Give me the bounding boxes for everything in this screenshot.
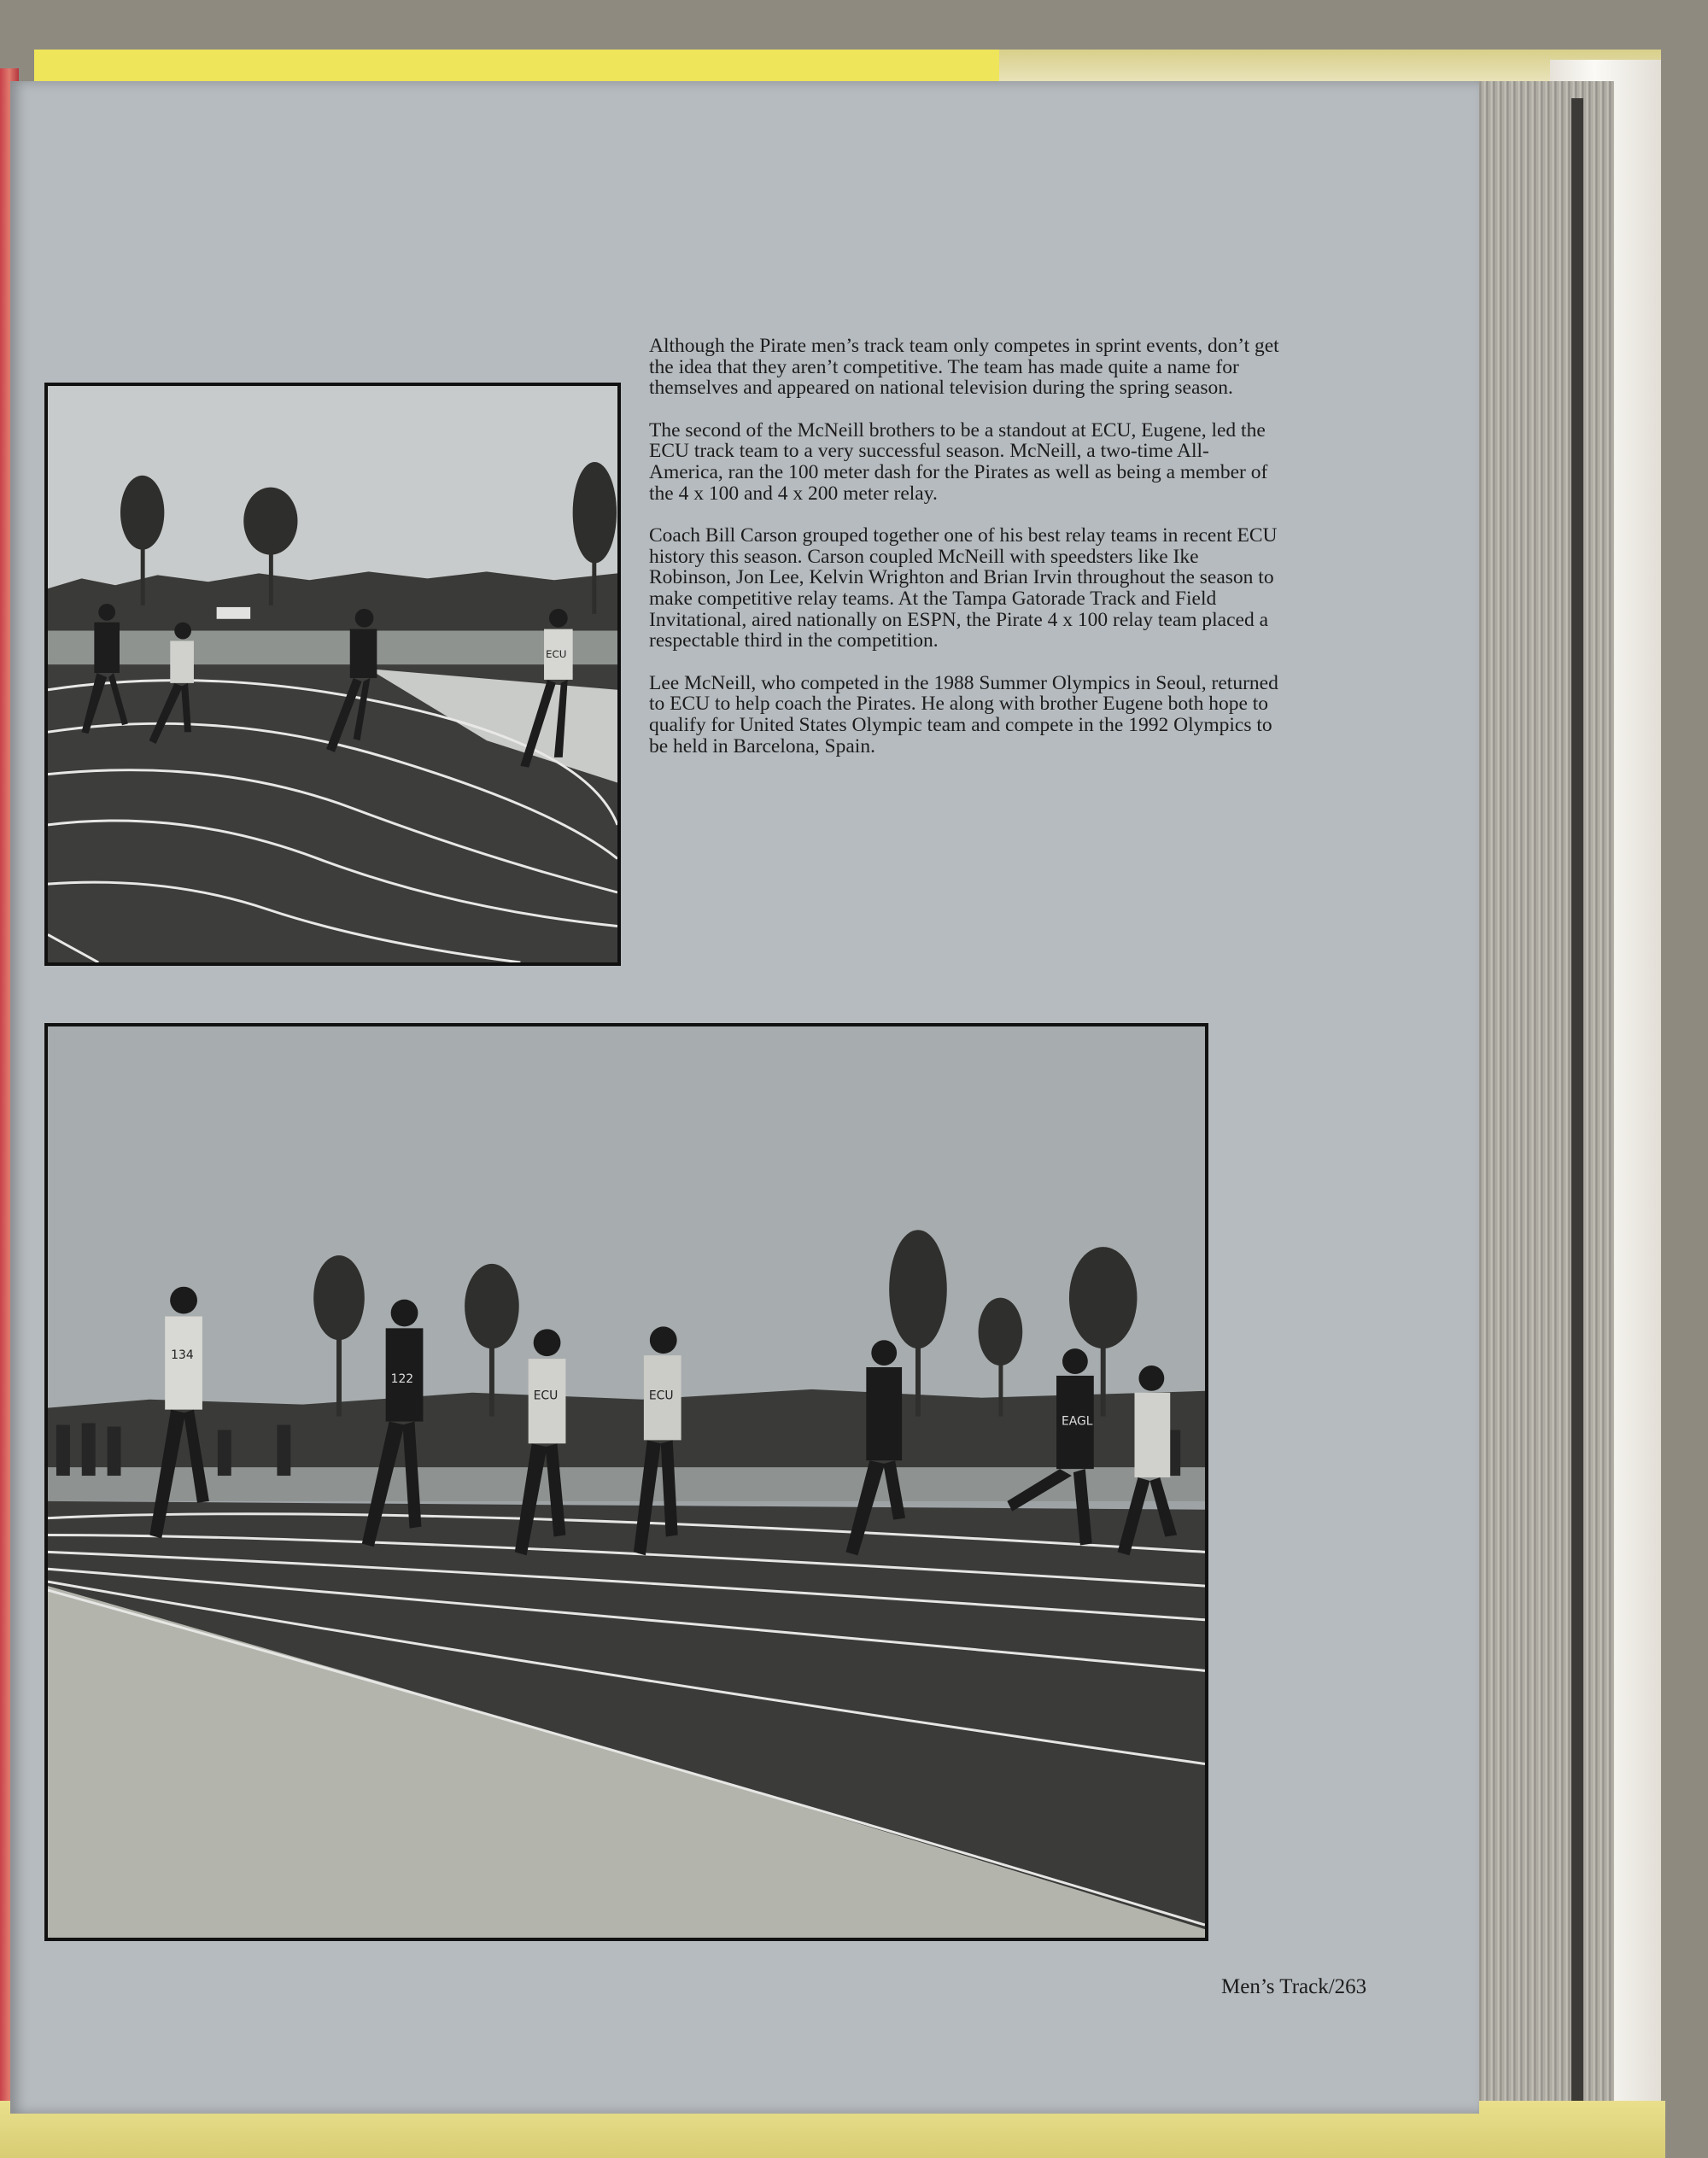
article-body — [649, 336, 1281, 778]
article-paragraph: Lee McNeill, who competed in the 1988 Summer Olympics in Seoul, returned to ECU to help coach the Pirates. He along with brother Eugene both hope to qualify for United States Olympic team and compete in the 1992 Olympics to be held in Barcelona, Spain. — [649, 671, 1278, 757]
svg-text:134: 134 — [171, 1348, 194, 1363]
photo-relay-runners — [44, 383, 621, 966]
article-paragraph: Although the Pirate men’s track team only competes in sprint events, don’t get the idea that they aren’t competitive. The team has made quite a name for themselves and appeared on national television during the spring season. — [649, 335, 1279, 400]
svg-text:122: 122 — [390, 1371, 414, 1386]
photo-sprint-finish — [44, 1023, 1208, 1941]
svg-text:EAGL: EAGL — [1061, 1414, 1093, 1429]
svg-text:ECU: ECU — [648, 1389, 674, 1403]
page-folio: Men’s Track/263 — [1221, 1975, 1367, 1998]
svg-text:ECU: ECU — [546, 648, 567, 661]
article-paragraph: The second of the McNeill brothers to be a standout at ECU, Eugene, led the ECU track team to a very successful season. McNeill, a two-time All-America, ran the 100 meter dash for the Pirates as well as being a member of the 4 x 100 and 4 x 200 meter relay. — [649, 418, 1268, 505]
svg-text:ECU: ECU — [533, 1389, 559, 1403]
article-paragraph: Coach Bill Carson grouped together one of his best relay teams in recent ECU history this season. Carson coupled McNeill with speedsters like Ike Robinson, Jon Lee, Kelvin Wrighton and Brian Irvin throughout the season to make competitive relay teams. At the Tampa Gatorade Track and Field Invitational, aired nationally on ESPN, the Pirate 4 x 100 relay team placed a respectable third in the competition. — [649, 524, 1278, 652]
page-edges — [1469, 81, 1614, 2131]
